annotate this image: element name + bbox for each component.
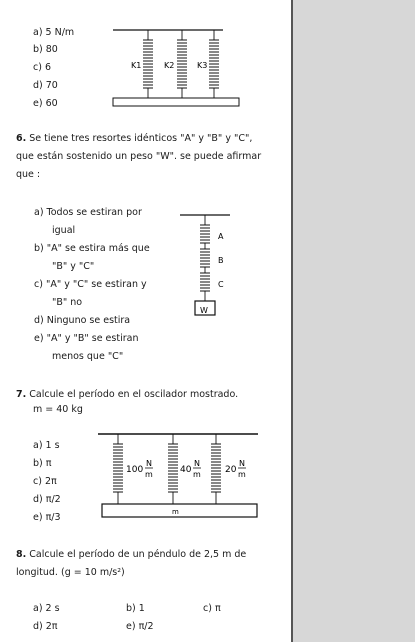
q7-spring-figure (98, 432, 263, 522)
q6-option-c: c) "A" y "C" se estiran y (34, 279, 147, 290)
q6-label-w: W (200, 306, 208, 315)
q7-k3-unit-den: m (238, 470, 246, 479)
q5-option-a: a) 5 N/m (33, 27, 75, 38)
q6-text: Se tiene tres resortes idénticos "A" y "B" y "C", que están sostenido un peso "W". se puede afirmar que : (16, 133, 262, 180)
q5-option-c: c) 6 (33, 62, 51, 73)
q8-option-b: b) 1 (126, 603, 145, 614)
q7-mass-label: m (172, 508, 179, 516)
q7-option-c: c) 2π (33, 476, 57, 487)
q6-label-b: B (218, 256, 224, 265)
q5-option-d: d) 70 (33, 80, 58, 91)
q8-option-d: d) 2π (33, 621, 58, 632)
q6-option-b: b) "A" se estira más que (34, 243, 150, 254)
q7-k2-unit-den: m (193, 470, 201, 479)
q7-question (16, 386, 276, 404)
q7-text: Calcule el período en el oscilador mostrado. (29, 389, 239, 400)
q8-question (16, 546, 271, 582)
q8-number: 8. (16, 549, 27, 560)
q7-k2-unit-num: N (194, 459, 200, 468)
q8-given: (g = 10 m/s²) (60, 567, 125, 578)
side-gutter (293, 0, 415, 642)
q8-option-a: a) 2 s (33, 603, 60, 614)
q5-option-e: e) 60 (33, 98, 58, 109)
q7-number: 7. (16, 389, 27, 400)
q6-option-d: d) Ninguno se estira (34, 315, 131, 326)
q7-k2-value: 40 (180, 465, 192, 475)
q7-option-b: b) π (33, 458, 52, 469)
q6-number: 6. (16, 133, 27, 144)
q6-option-b-cont: "B" y "C" (52, 261, 95, 272)
q6-spring-figure (180, 213, 250, 323)
q8-text: Calcule el período de un péndulo de 2,5 m de longitud. (16, 549, 247, 578)
q7-option-a: a) 1 s (33, 440, 60, 451)
q8-option-c: c) π (203, 603, 221, 614)
q6-label-c: C (218, 280, 224, 289)
q7-option-d: d) π/2 (33, 494, 61, 505)
q6-question (16, 130, 271, 184)
q5-option-b: b) 80 (33, 44, 58, 55)
q7-k3-value: 20 (225, 465, 237, 475)
q5-spring-figure (108, 28, 248, 108)
q7-k1-unit-den: m (145, 470, 153, 479)
q6-option-a: a) Todos se estiran por (34, 207, 142, 218)
q7-k3-unit-num: N (239, 459, 245, 468)
q5-label-k2: K2 (164, 61, 175, 70)
q6-option-c-cont: "B" no (52, 297, 83, 308)
q6-label-a: A (218, 232, 224, 241)
q5-label-k1: K1 (131, 61, 142, 70)
q7-k1-unit-num: N (146, 459, 152, 468)
q7-mass: m = 40 kg (33, 404, 83, 415)
q6-option-e-cont: menos que "C" (52, 351, 124, 362)
q7-k1-value: 100 (126, 465, 144, 475)
q6-option-e: e) "A" y "B" se estiran (34, 333, 139, 344)
q7-option-e: e) π/3 (33, 512, 61, 523)
q5-label-k3: K3 (197, 61, 208, 70)
q6-option-a-cont: igual (52, 225, 76, 236)
q8-option-e: e) π/2 (126, 621, 154, 632)
